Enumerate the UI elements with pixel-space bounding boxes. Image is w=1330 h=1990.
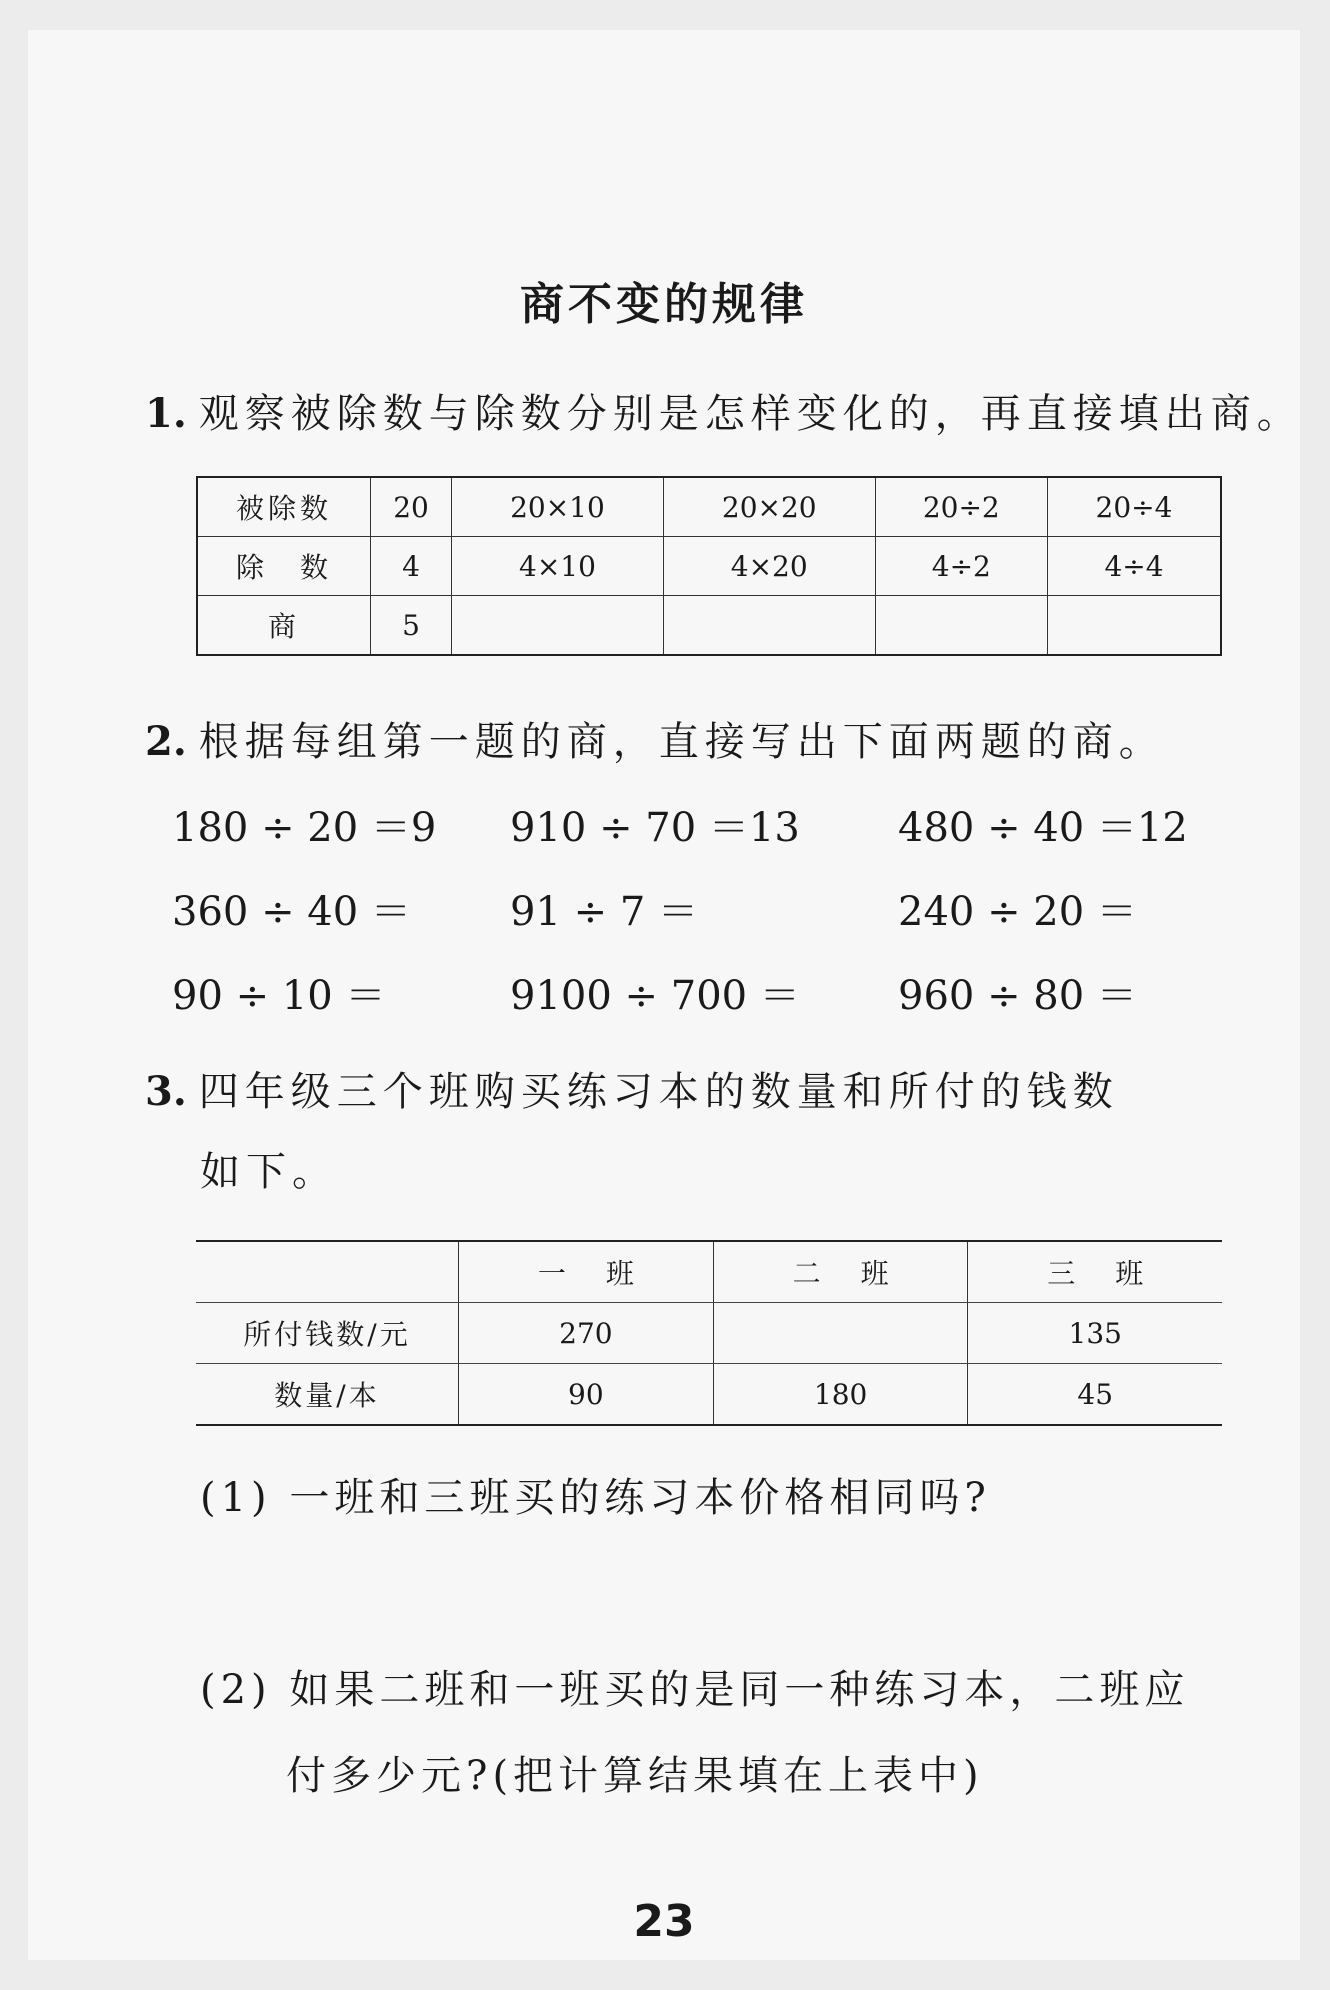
table-cell: 4×20: [663, 537, 875, 596]
equation: 91 ÷ 7 ＝: [510, 889, 699, 935]
question-3: [145, 1060, 1119, 1117]
equation: 360 ÷ 40 ＝: [172, 889, 411, 935]
question-1: [145, 382, 1303, 439]
table-cell: 4÷2: [875, 537, 1047, 596]
table-cell: 45: [968, 1364, 1222, 1426]
question-1-text: 观察被除数与除数分别是怎样变化的，再直接填出商。: [198, 391, 1303, 437]
answer-cell[interactable]: [1047, 596, 1221, 656]
row-label-quantity: 数量/本: [274, 1379, 380, 1412]
table-header-row: [196, 1241, 1222, 1303]
question-1-number: 1.: [145, 390, 187, 437]
equation: 9100 ÷ 700 ＝: [510, 973, 800, 1019]
table-cell: 4: [371, 537, 452, 596]
table-header: [196, 1241, 459, 1303]
table-cell: 20×10: [452, 477, 664, 537]
equation: 240 ÷ 20 ＝: [898, 889, 1137, 935]
row-label-dividend: 被除数: [197, 477, 371, 537]
equation: 90 ÷ 10 ＝: [172, 973, 386, 1019]
row-label-payment: 所付钱数/元: [196, 1303, 459, 1364]
table-cell: 20÷4: [1047, 477, 1221, 537]
table-cell: 90: [459, 1364, 714, 1426]
table-row: [197, 596, 1221, 656]
question-2-text: 根据每组第一题的商，直接写出下面两题的商。: [198, 719, 1165, 765]
table-cell: 20÷2: [875, 477, 1047, 537]
equation: 480 ÷ 40 ＝12: [898, 805, 1188, 851]
question-3-text-continued: 如下。: [200, 1149, 338, 1195]
row-label-quotient: 商: [197, 596, 371, 656]
table-cell: 135: [968, 1303, 1222, 1364]
table-header: 二班: [713, 1241, 968, 1303]
answer-cell[interactable]: [663, 596, 875, 656]
table-row: [196, 1364, 1222, 1426]
sub-question-2: (2) 如果二班和一班买的是同一种练习本，二班应: [200, 1667, 1190, 1713]
table-row: [197, 477, 1221, 537]
table-cell: 270: [459, 1303, 714, 1364]
table-cell: 20×20: [663, 477, 875, 537]
equation: 910 ÷ 70 ＝13: [510, 805, 800, 851]
table-cell: 180: [713, 1364, 968, 1426]
question-3-text: 四年级三个班购买练习本的数量和所付的钱数: [198, 1069, 1119, 1115]
quotient-table: [196, 476, 1222, 656]
answer-cell[interactable]: [452, 596, 664, 656]
page-title: 商不变的规律: [520, 279, 808, 330]
sub-question-2-continued: 付多少元?(把计算结果填在上表中): [286, 1753, 984, 1799]
answer-cell[interactable]: [713, 1303, 968, 1364]
equation: 960 ÷ 80 ＝: [898, 973, 1137, 1019]
purchase-table: [196, 1240, 1222, 1426]
table-header: 三班: [968, 1241, 1222, 1303]
question-2-number: 2.: [145, 718, 187, 765]
page-number: 23: [633, 1896, 695, 1947]
table-cell: 4×10: [452, 537, 664, 596]
equation: 180 ÷ 20 ＝9: [172, 805, 437, 851]
table-row: [197, 537, 1221, 596]
sub-question-1: (1) 一班和三班买的练习本价格相同吗?: [200, 1475, 991, 1521]
table-cell: 4÷4: [1047, 537, 1221, 596]
workbook-page: [28, 30, 1303, 1960]
table-row: [196, 1303, 1222, 1364]
table-cell: 20: [371, 477, 452, 537]
table-header: 一班: [459, 1241, 714, 1303]
table-cell: 5: [371, 596, 452, 656]
question-2: [145, 710, 1165, 767]
row-label-divisor: 除 数: [197, 537, 371, 596]
answer-cell[interactable]: [875, 596, 1047, 656]
question-3-number: 3.: [145, 1068, 187, 1115]
